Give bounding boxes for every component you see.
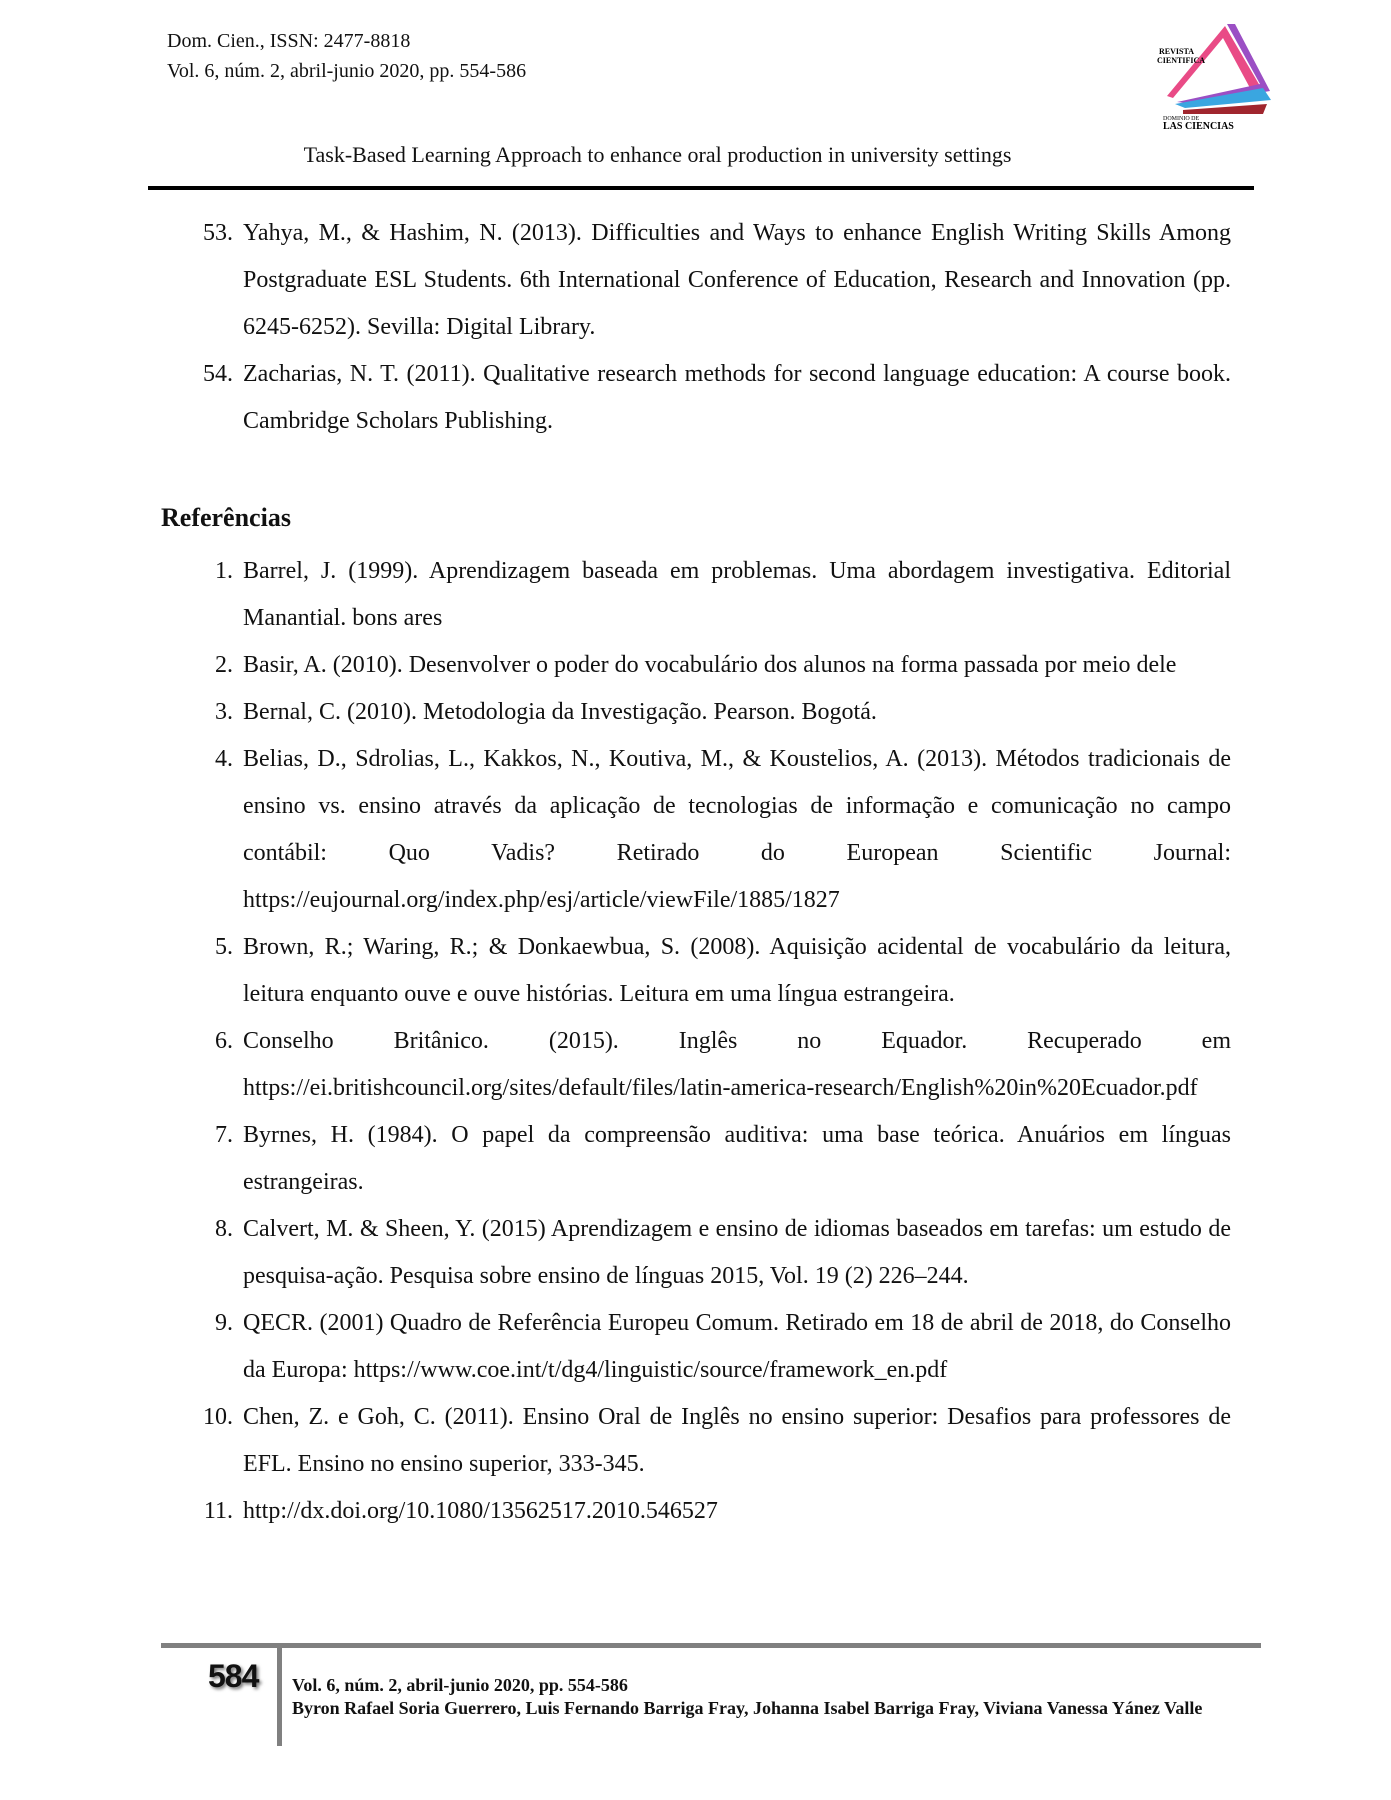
- reference-text: Byrnes, H. (1984). O papel da compreensão auditiva: uma base teórica. Anuários em línguas estrangeiras.: [243, 1122, 1231, 1195]
- reference-number: 9.: [215, 1310, 233, 1336]
- reference-item: [161, 351, 1231, 445]
- journal-logo: [1155, 16, 1275, 131]
- reference-number: 2.: [215, 652, 233, 678]
- reference-text: Brown, R.; Waring, R.; & Donkaewbua, S. (2008). Aquisição acidental de vocabulário da leitura, leitura enquanto ouve e ouve histórias. Leitura em uma língua estrangeira.: [243, 934, 1231, 1007]
- reference-list-continued: [161, 210, 1231, 445]
- reference-text: Calvert, M. & Sheen, Y. (2015) Aprendizagem e ensino de idiomas baseados em tarefas: um estudo de pesquisa-ação. Pesquisa sobre ensino de línguas 2015, Vol. 19 (2) 226–244.: [243, 1216, 1231, 1289]
- reference-item: [161, 736, 1231, 924]
- reference-text: Chen, Z. e Goh, C. (2011). Ensino Oral de Inglês no ensino superior: Desafios para professores de EFL. Ensino no ensino superior, 333-345.: [243, 1404, 1231, 1477]
- reference-number: 8.: [215, 1216, 233, 1242]
- reference-item: [161, 924, 1231, 1018]
- running-title: [0, 142, 1391, 168]
- reference-text: Conselho Britânico. (2015). Inglês no Equador. Recuperado em https://ei.britishcouncil.org/sites/default/files/latin-america-research/English%20in%20Ecuador.pdf: [243, 1028, 1231, 1101]
- reference-item: [161, 1018, 1231, 1112]
- footer-divider: [161, 1643, 1261, 1648]
- reference-text: Yahya, M., & Hashim, N. (2013). Difficulties and Ways to enhance English Writing Skills Among Postgraduate ESL Students. 6th International Conference of Education, Research and Innovation (pp. 6245-6252). Sevilla: Digital Library.: [243, 220, 1231, 340]
- reference-item: [161, 210, 1231, 351]
- reference-text: Basir, A. (2010). Desenvolver o poder do vocabulário dos alunos na forma passada por meio dele: [243, 652, 1177, 678]
- reference-item: [161, 1112, 1231, 1206]
- reference-item: [161, 689, 1231, 736]
- journal-issn: Dom. Cien., ISSN: 2477-8818: [167, 30, 411, 52]
- reference-number: 3.: [215, 699, 233, 725]
- reference-number: 7.: [215, 1122, 233, 1148]
- reference-number: 5.: [215, 934, 233, 960]
- reference-text: Belias, D., Sdrolias, L., Kakkos, N., Koutiva, M., & Koustelios, A. (2013). Métodos tradicionais de ensino vs. ensino através da aplicação de tecnologias de informação e comunicação no campo contábil: Quo Vadis? Retirado do European Scientific Journal: https://eujournal.org/index.php/esj/article/viewFile/1885/1827: [243, 746, 1231, 913]
- journal-volume: Vol. 6, núm. 2, abril-junio 2020, pp. 554-586: [167, 60, 527, 82]
- reference-number: 54.: [203, 361, 233, 387]
- reference-item: [161, 1488, 1231, 1535]
- reference-item: [161, 548, 1231, 642]
- footer-authors: Byron Rafael Soria Guerrero, Luis Fernando Barriga Fray, Johanna Isabel Barriga Fray, Viviana Vanessa Yánez Valle: [292, 1698, 1203, 1718]
- svg-text:REVISTA: REVISTA: [1159, 47, 1194, 56]
- reference-text: QECR. (2001) Quadro de Referência Europeu Comum. Retirado em 18 de abril de 2018, do Conselho da Europa: https://www.coe.int/t/dg4/linguistic/source/framework_en.pdf: [243, 1310, 1231, 1383]
- reference-list: [161, 548, 1231, 1535]
- reference-item: [161, 1394, 1231, 1488]
- reference-item: [161, 1206, 1231, 1300]
- reference-number: 1.: [215, 558, 233, 584]
- running-title-text: Task-Based Learning Approach to enhance oral production in university settings: [303, 142, 1012, 167]
- reference-item: [161, 642, 1231, 689]
- reference-number: 4.: [215, 746, 233, 772]
- section-heading: Referências: [161, 503, 291, 532]
- header-divider: [148, 186, 1254, 190]
- reference-number: 53.: [203, 220, 233, 246]
- reference-number: 10.: [203, 1404, 233, 1430]
- reference-text: Barrel, J. (1999). Aprendizagem baseada em problemas. Uma abordagem investigativa. Editorial Manantial. bons ares: [243, 558, 1231, 631]
- svg-text:LAS CIENCIAS: LAS CIENCIAS: [1163, 121, 1234, 131]
- svg-text:CIENTIFICA: CIENTIFICA: [1157, 56, 1206, 65]
- page-number: 584: [208, 1658, 259, 1694]
- reference-number: 6.: [215, 1028, 233, 1054]
- reference-number: 11.: [203, 1498, 233, 1524]
- reference-text: Bernal, C. (2010). Metodologia da Investigação. Pearson. Bogotá.: [243, 699, 877, 725]
- reference-text: Zacharias, N. T. (2011). Qualitative research methods for second language education: A course book. Cambridge Scholars Publishing.: [243, 361, 1231, 434]
- svg-text:DOMINIO DE: DOMINIO DE: [1163, 116, 1200, 122]
- footer-vertical-rule: [277, 1646, 282, 1746]
- footer-text: [292, 1674, 1252, 1720]
- reference-text: http://dx.doi.org/10.1080/13562517.2010.546527: [243, 1498, 718, 1524]
- footer-volume: Vol. 6, núm. 2, abril-junio 2020, pp. 554-586: [292, 1675, 628, 1695]
- reference-item: [161, 1300, 1231, 1394]
